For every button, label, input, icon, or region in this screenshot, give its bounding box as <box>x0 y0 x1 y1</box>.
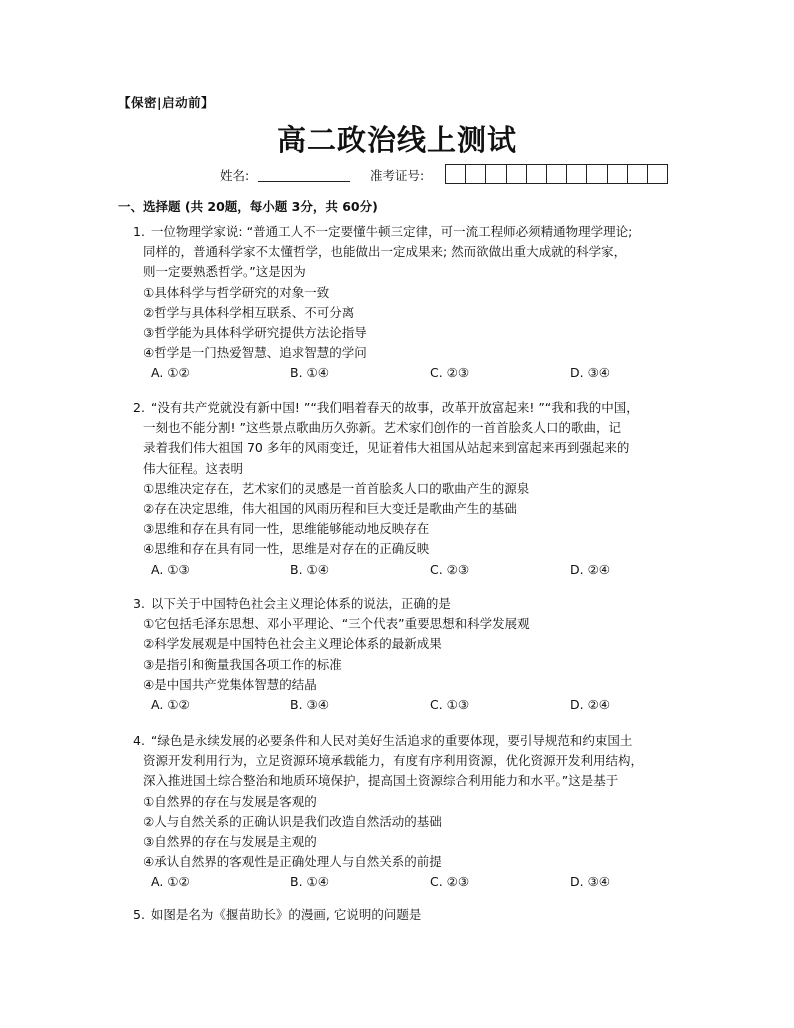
exam-id-box[interactable] <box>485 164 506 184</box>
exam-id-box[interactable] <box>586 164 607 184</box>
answer-choice-a[interactable]: A. ①② <box>151 874 190 890</box>
answer-choices <box>151 695 693 715</box>
exam-id-boxes[interactable] <box>445 164 668 184</box>
answer-choice-c[interactable]: C. ②③ <box>430 561 470 577</box>
student-info-row <box>0 164 794 186</box>
statement-option: ③是指引和衡量我国各项工作的标准 <box>143 656 342 672</box>
statement-option: ①具体科学与哲学研究的对象一致 <box>143 284 330 300</box>
name-label: 姓名: <box>220 168 250 183</box>
exam-id-box[interactable] <box>647 164 668 184</box>
exam-id-box[interactable] <box>566 164 587 184</box>
question-stem-line: 伟大征程。这表明 <box>143 460 244 476</box>
answer-choice-b[interactable]: B. ①④ <box>290 365 329 381</box>
page-title: 高二政治线上测试 <box>276 123 517 157</box>
statement-option: ④思维和存在具有同一性，思维是对存在的正确反映 <box>143 541 430 557</box>
statement-option: ①自然界的存在与发展是客观的 <box>143 793 317 809</box>
statement-option: ②人与自然关系的正确认识是我们改造自然活动的基础 <box>143 813 442 829</box>
statement-option: ②科学发展观是中国特色社会主义理论体系的最新成果 <box>143 636 442 652</box>
question-2 <box>133 398 693 580</box>
question-stem: 2. “没有共产党就没有新中国! ”“我们唱着春天的故事，改革开放富起来! ”“我和我的中国， <box>133 400 639 415</box>
answer-choice-c[interactable]: C. ②③ <box>430 365 470 381</box>
question-stem-line: 一刻也不能分割! ”这些景点歌曲历久弥新。艺术家们创作的一首首脍炙人口的歌曲，记 <box>143 420 621 436</box>
question-3 <box>133 594 693 715</box>
answer-choice-c[interactable]: C. ①③ <box>430 697 470 713</box>
statement-option: ③哲学能为具体科学研究提供方法论指导 <box>143 325 367 341</box>
answer-choice-d[interactable]: D. ③④ <box>570 874 610 890</box>
name-field[interactable] <box>258 181 350 182</box>
statement-option: ①思维决定存在，艺术家们的灵感是一首首脍炙人口的歌曲产生的源泉 <box>143 480 530 496</box>
statement-option: ③自然界的存在与发展是主观的 <box>143 834 317 850</box>
question-stem-line: 深入推进国土综合整治和地质环境保护，提高国土资源综合利用能力和水平。”这是基于 <box>143 773 619 789</box>
answer-choice-a[interactable]: A. ①③ <box>151 561 190 577</box>
question-stem: 1. 一位物理学家说: “普通工人不一定要懂牛顿三定律，可一流工程师必须精通物理学理论; <box>133 224 633 239</box>
question-5 <box>133 905 693 925</box>
question-stem-line: 录着我们伟大祖国 70 多年的风雨变迁，见证着伟大祖国从站起来到富起来再到强起来的 <box>143 440 630 456</box>
question-1 <box>133 222 693 383</box>
confidential-tag: 【保密|启动前】 <box>118 95 215 110</box>
exam-id-box[interactable] <box>506 164 527 184</box>
answer-choice-b[interactable]: B. ①④ <box>290 874 329 890</box>
exam-id-label: 准考证号: <box>370 168 425 183</box>
answer-choices <box>151 560 693 580</box>
answer-choice-b[interactable]: B. ③④ <box>290 697 329 713</box>
statement-option: ④承认自然界的客观性是正确处理人与自然关系的前提 <box>143 854 442 870</box>
statement-option: ①它包括毛泽东思想、邓小平理论、“三个代表”重要思想和科学发展观 <box>143 616 530 632</box>
exam-id-box[interactable] <box>526 164 547 184</box>
answer-choice-c[interactable]: C. ②③ <box>430 874 470 890</box>
answer-choice-d[interactable]: D. ③④ <box>570 365 610 381</box>
question-stem: 5. 如图是名为《揠苗助长》的漫画, 它说明的问题是 <box>133 907 422 922</box>
exam-id-box[interactable] <box>465 164 486 184</box>
exam-id-box[interactable] <box>445 164 466 184</box>
question-stem: 4. “绿色是永续发展的必要条件和人民对美好生活追求的重要体现，要引导规范和约束国土 <box>133 733 633 748</box>
exam-id-box[interactable] <box>627 164 648 184</box>
exam-id-box[interactable] <box>546 164 567 184</box>
question-stem-line: 资源开发利用行为，立足资源环境承载能力，有度有序利用资源，优化资源开发利用结构， <box>143 753 644 769</box>
answer-choice-a[interactable]: A. ①② <box>151 365 190 381</box>
answer-choices <box>151 872 693 892</box>
question-stem-line: 则一定要熟悉哲学。”这是因为 <box>143 264 306 280</box>
answer-choice-d[interactable]: D. ②④ <box>570 697 610 713</box>
answer-choice-d[interactable]: D. ②④ <box>570 561 610 577</box>
question-4 <box>133 731 693 892</box>
statement-option: ②哲学与具体科学相互联系、不可分离 <box>143 304 355 320</box>
question-stem-line: 同样的，普通科学家不太懂哲学，也能做出一定成果来; 然而欲做出重大成就的科学家， <box>143 244 627 260</box>
exam-id-box[interactable] <box>607 164 628 184</box>
section-title: 一、选择题 (共 20题，每小题 3分，共 60分) <box>118 199 378 214</box>
answer-choice-b[interactable]: B. ①④ <box>290 561 329 577</box>
statement-option: ③思维和存在具有同一性，思维能够能动地反映存在 <box>143 521 430 537</box>
statement-option: ②存在决定思维，伟大祖国的风雨历程和巨大变迁是歌曲产生的基础 <box>143 501 517 517</box>
answer-choice-a[interactable]: A. ①② <box>151 697 190 713</box>
statement-option: ④哲学是一门热爱智慧、追求智慧的学问 <box>143 345 367 361</box>
statement-option: ④是中国共产党集体智慧的结晶 <box>143 676 317 692</box>
question-stem: 3. 以下关于中国特色社会主义理论体系的说法，正确的是 <box>133 596 451 611</box>
answer-choices <box>151 363 693 383</box>
